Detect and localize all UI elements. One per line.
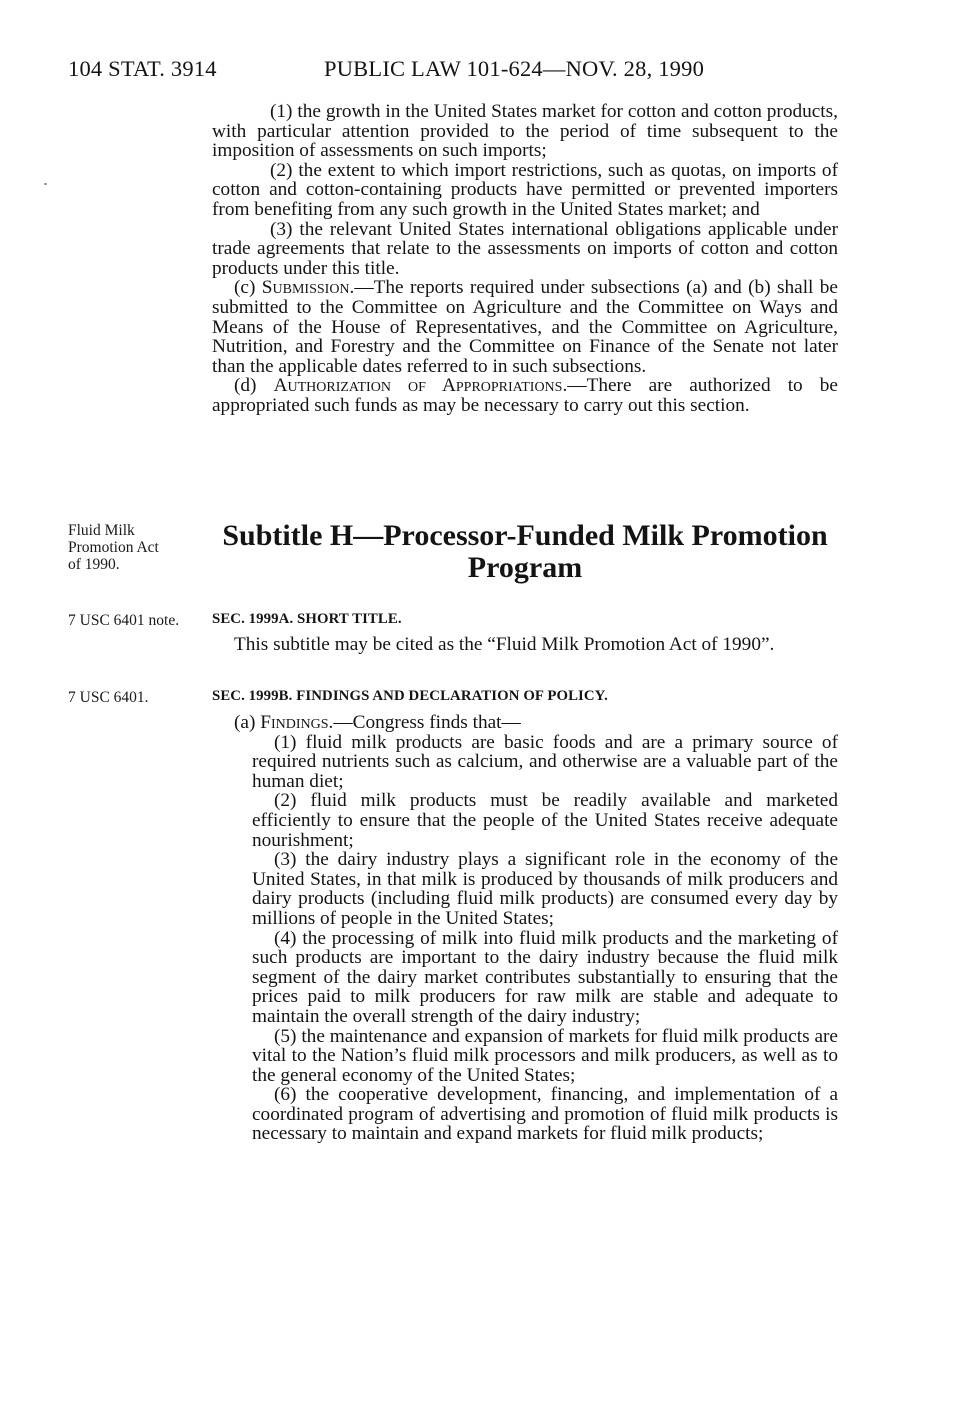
subsection-a-findings [212,713,838,733]
subsection-d-label: (d) [234,375,274,397]
continued-section-text [212,102,838,416]
paragraph-1: (1) the growth in the United States market for cotton and cotton products, with particular attention provided to the period of time subsequent to the imposition of assessments on such imports; [212,101,838,162]
short-title-text: This subtitle may be cited as the “Fluid Milk Promotion Act of 1990”. [234,634,775,655]
subsection-a-label: (a) [234,712,261,733]
subsection-d-heading: Authorization of Appropriations. [273,375,568,397]
section-1999a-heading: SEC. 1999A. SHORT TITLE. [212,611,402,627]
subsection-c [212,278,838,376]
margin-note-usc-6401-note: 7 USC 6401 note. [68,612,180,629]
section-1999b-heading: SEC. 1999B. FINDINGS AND DECLARATION OF POLICY. [212,688,608,704]
law-title-header: PUBLIC LAW 101-624—NOV. 28, 1990 [324,56,705,81]
subtitle-line-2: Program [467,551,583,584]
finding-3: (3) the dairy industry plays a significant role in the economy of the United States, in that milk is produced by thousands of milk producers and dairy products (including fluid milk products) are consumed every day by millions of people in the United States; [252,849,838,929]
margin-note-usc-6401: 7 USC 6401. [68,689,149,706]
paragraph-3: (3) the relevant United States international obligations applicable under trade agreements that relate to the assessments on imports of cotton and cotton products under this title. [212,218,838,279]
finding-4: (4) the processing of milk into fluid milk products and the marketing of such products are important to the dairy industry because the fluid milk segment of the dairy market contributes substantially to ensuring that the prices paid to milk producers for raw milk are stable and adequate to maintain the overall strength of the dairy industry; [252,927,838,1027]
finding-6: (6) the cooperative development, financing, and implementation of a coordinated program of advertising and promotion of fluid milk products is necessary to maintain and expand markets for fluid milk products; [252,1084,838,1145]
section-1999a-body [212,635,838,655]
subsection-d [212,376,838,415]
subtitle-heading [212,520,838,584]
margin-note-act-name: Fluid Milk Promotion Act of 1990. [68,522,159,573]
paragraph-2: (2) the extent to which import restrictions, such as quotas, on imports of cotton and cotton-containing products have permitted or prevented importers from benefiting from any such growth in the United States market; and [212,159,838,220]
subsection-c-text: —The reports required under subsections (a) and (b) shall be submitted to the Committee on Agriculture and the Committee on Ways and Means of the House of Representatives, and the Committee on Agriculture, Nutrition, and Forestry and the Committee on Finance of the Senate not later than the applicable dates referred to in such subsections. [212,277,838,377]
subtitle-line-1: Subtitle H—Processor-Funded Milk Promotion [222,519,828,552]
findings-list [252,733,838,1144]
subsection-c-heading: Submission. [261,277,355,299]
subsection-a-heading: Findings. [260,712,334,733]
scan-speck [44,183,47,185]
stat-page-number: 104 STAT. 3914 [68,56,217,81]
finding-1: (1) fluid milk products are basic foods and are a primary source of required nutrients such as calcium, and otherwise are a valuable part of the human diet; [252,731,838,792]
subsection-a-text: —Congress finds that— [333,712,521,733]
section-1999b-body [212,713,838,1144]
finding-2: (2) fluid milk products must be readily available and marketed efficiently to ensure that the people of the United States receive adequate nourishment; [252,790,838,851]
subsection-c-label: (c) [234,277,262,299]
subsection-d-text: —There are authorized to be appropriated such funds as may be necessary to carry out this section. [212,375,838,416]
finding-5: (5) the maintenance and expansion of markets for fluid milk products are vital to the Nation’s fluid milk processors and milk producers, as well as to the general economy of the United States; [252,1025,838,1086]
